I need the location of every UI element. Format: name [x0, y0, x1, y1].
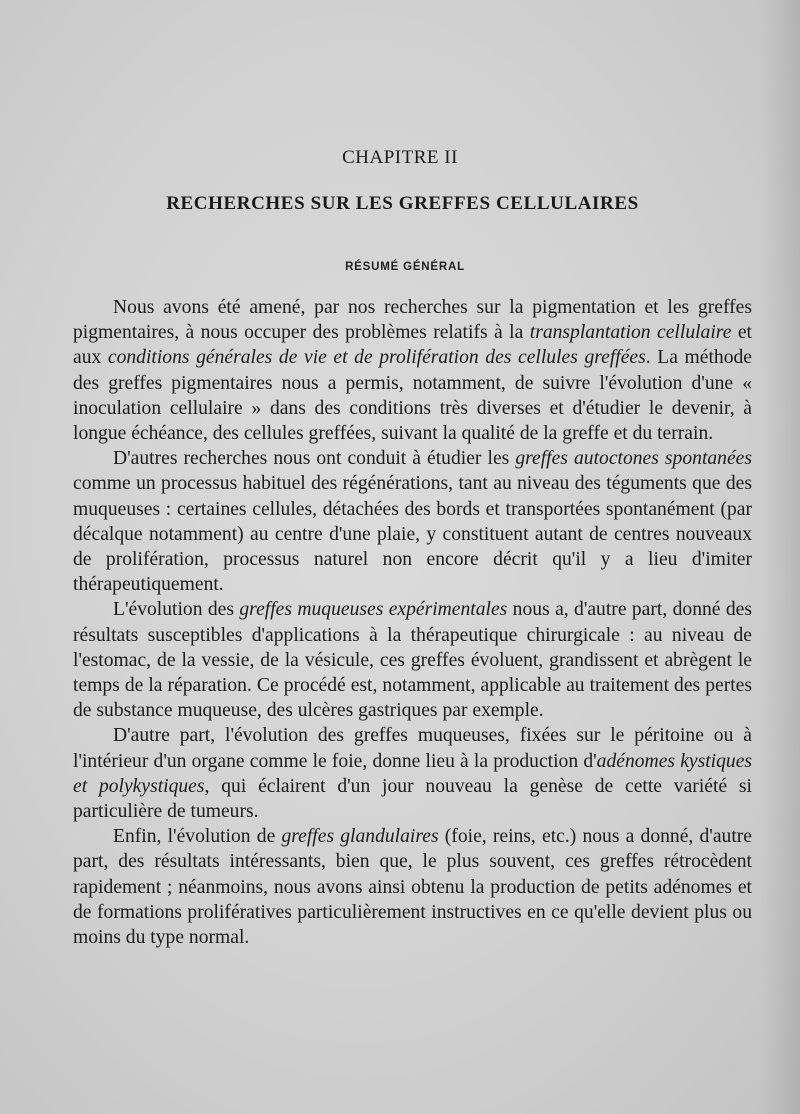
text-segment: comme un processus habituel des régénérations, tant au niveau des téguments que des muqueuses : certaines cellules, détachées des bords et transportées spontanément (par décalque notamment) au centre d'une plaie, y constituent autant de centres nouveaux de prolifération, processus naturel non encore décrit qu'il y a lieu d'imiter thérapeutiquement. — [73, 473, 752, 596]
paragraph — [73, 723, 752, 824]
text-segment: nous a, d'autre part, donné des résultats susceptibles d'applications à la thérapeutique chirurgicale : au niveau de l'estomac, de la vessie, de la vésicule, ces greffes évoluent, grandissent et abrègent le temps de la réparation. Ce procédé est, notamment, applicable au traitement des pertes de substance muqueuse, des ulcères gastriques par exemple. — [73, 599, 752, 722]
text-segment: D'autre part, l'évolution des greffes muqueuses, fixées sur le péritoine ou à l'intérieur d'un organe comme le foie, donne lieu à la production d' — [73, 725, 752, 772]
paragraph — [73, 597, 752, 723]
text-segment: Nous avons été amené, par nos recherches sur la pigmentation et les greffes pigmentaires, à nous occuper des problèmes relatifs à la — [73, 297, 752, 344]
italic-phrase: conditions générales de vie et de prolifération des cellules greffées — [107, 347, 646, 369]
paragraph — [73, 446, 752, 597]
text-segment: Enfin, l'évolution de — [113, 826, 282, 848]
chapter-title: RECHERCHES SUR LES GREFFES CELLULAIRES — [166, 193, 639, 214]
text-segment: (foie, reins, etc.) nous a donné, d'autre part, des résultats intéressants, bien que, le plus souvent, ces greffes rétrocèdent rapidement ; néanmoins, nous avons ainsi obtenu la production de petits adénomes et de formations prolifératives particulièrement instructives en ce qu'elle devient plus ou moins du type normal. — [73, 826, 752, 949]
paragraph — [73, 295, 752, 446]
italic-phrase: greffes glandulaires — [281, 826, 439, 848]
text-segment: D'autres recherches nous ont conduit à étudier les — [113, 448, 516, 470]
paragraph — [73, 824, 752, 950]
italic-phrase: greffes muqueuses expérimentales — [239, 599, 508, 621]
body-text — [73, 295, 752, 950]
italic-phrase: adénomes kystiques et polykystiques — [73, 750, 753, 797]
text-segment: , qui éclairent d'un jour nouveau la genèse de cette variété si particulière de tumeurs. — [73, 775, 752, 823]
italic-phrase: transplantation cellulaire — [529, 322, 732, 344]
text-segment: L'évolution des — [113, 599, 240, 621]
chapter-heading: CHAPITRE II — [342, 147, 458, 168]
section-subtitle: RÉSUMÉ GÉNÉRAL — [345, 261, 465, 273]
italic-phrase: greffes autoctones spontanées — [515, 448, 752, 470]
text-segment: et aux — [73, 322, 752, 369]
text-segment: . La méthode des greffes pigmentaires nous a permis, notamment, de suivre l'évolution d'une « inoculation cellulaire » dans des conditions très diverses et d'étudier le devenir, à longue échéance, des cellules greffées, suivant la qualité de la greffe et du terrain. — [73, 347, 752, 445]
